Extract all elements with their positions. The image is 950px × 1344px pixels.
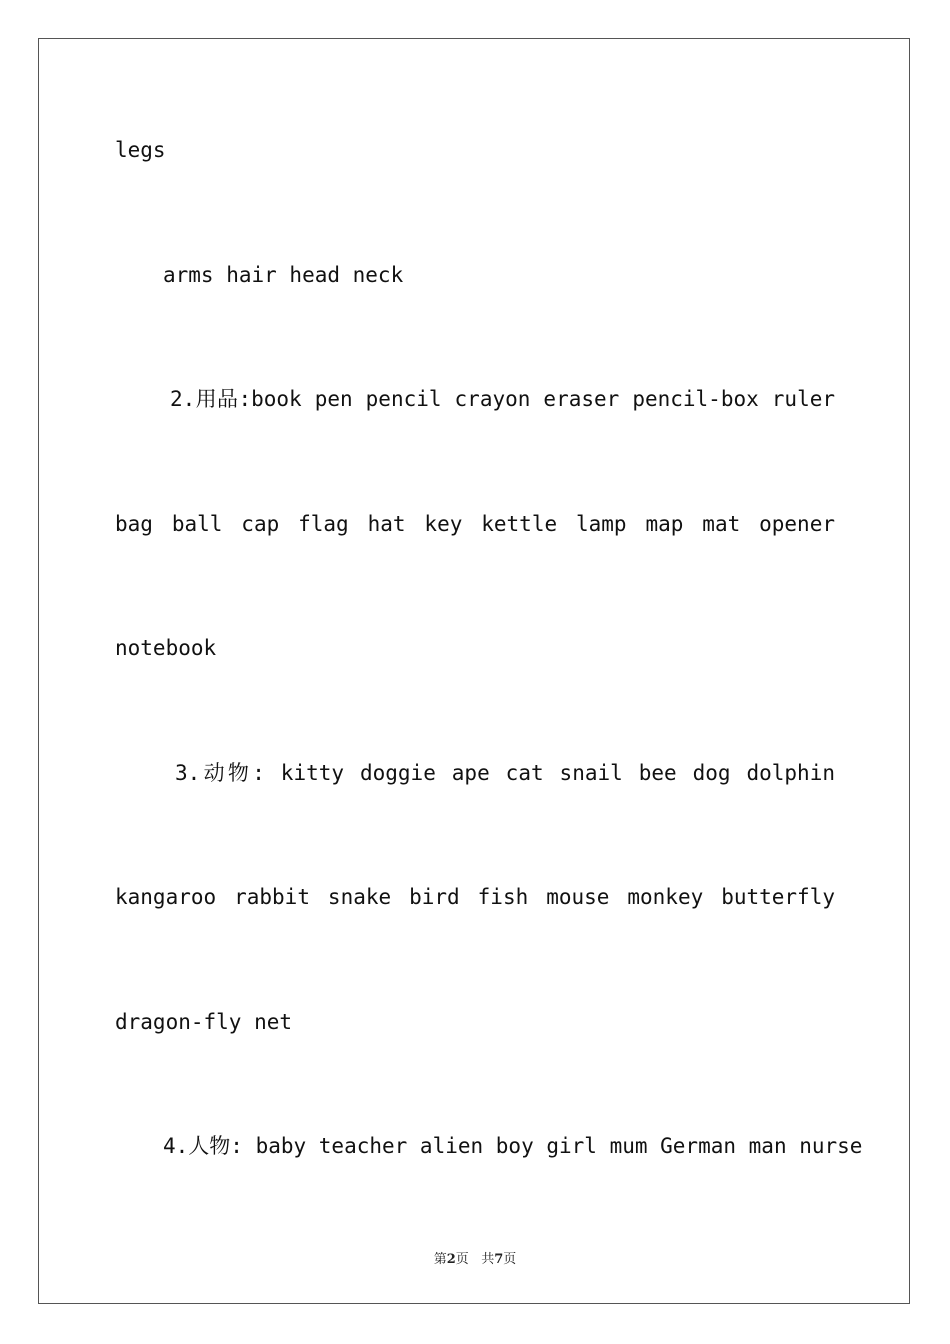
page-prefix: 第 [433, 1252, 447, 1267]
page-number: 2 [446, 1252, 456, 1267]
page-frame [38, 38, 910, 1304]
total-pages: 7 [494, 1252, 504, 1267]
text-line-body-parts: arms hair head neck [163, 263, 404, 287]
text-line-supplies: bag ball cap flag hat key kettle lamp map mat opener [115, 512, 835, 536]
text-line-people-heading: 4.人物: baby teacher alien boy girl mum German man nurse [163, 1134, 863, 1158]
text-line-dragonfly: dragon-fly net [115, 1010, 293, 1034]
text-line-legs: legs [115, 138, 166, 162]
total-prefix: 共 [481, 1252, 495, 1267]
page-footer [0, 1248, 950, 1267]
text-line-animals-heading: 3.动物: kitty doggie ape cat snail bee dog dolphin [175, 761, 835, 785]
text-line-supplies-heading: 2.用品:book pen pencil crayon eraser pencil-box ruler [170, 387, 835, 411]
page-suffix: 页 [455, 1252, 469, 1267]
total-suffix: 页 [503, 1252, 517, 1267]
text-line-animals: kangaroo rabbit snake bird fish mouse monkey butterfly [115, 885, 835, 909]
text-line-notebook: notebook [115, 636, 217, 660]
